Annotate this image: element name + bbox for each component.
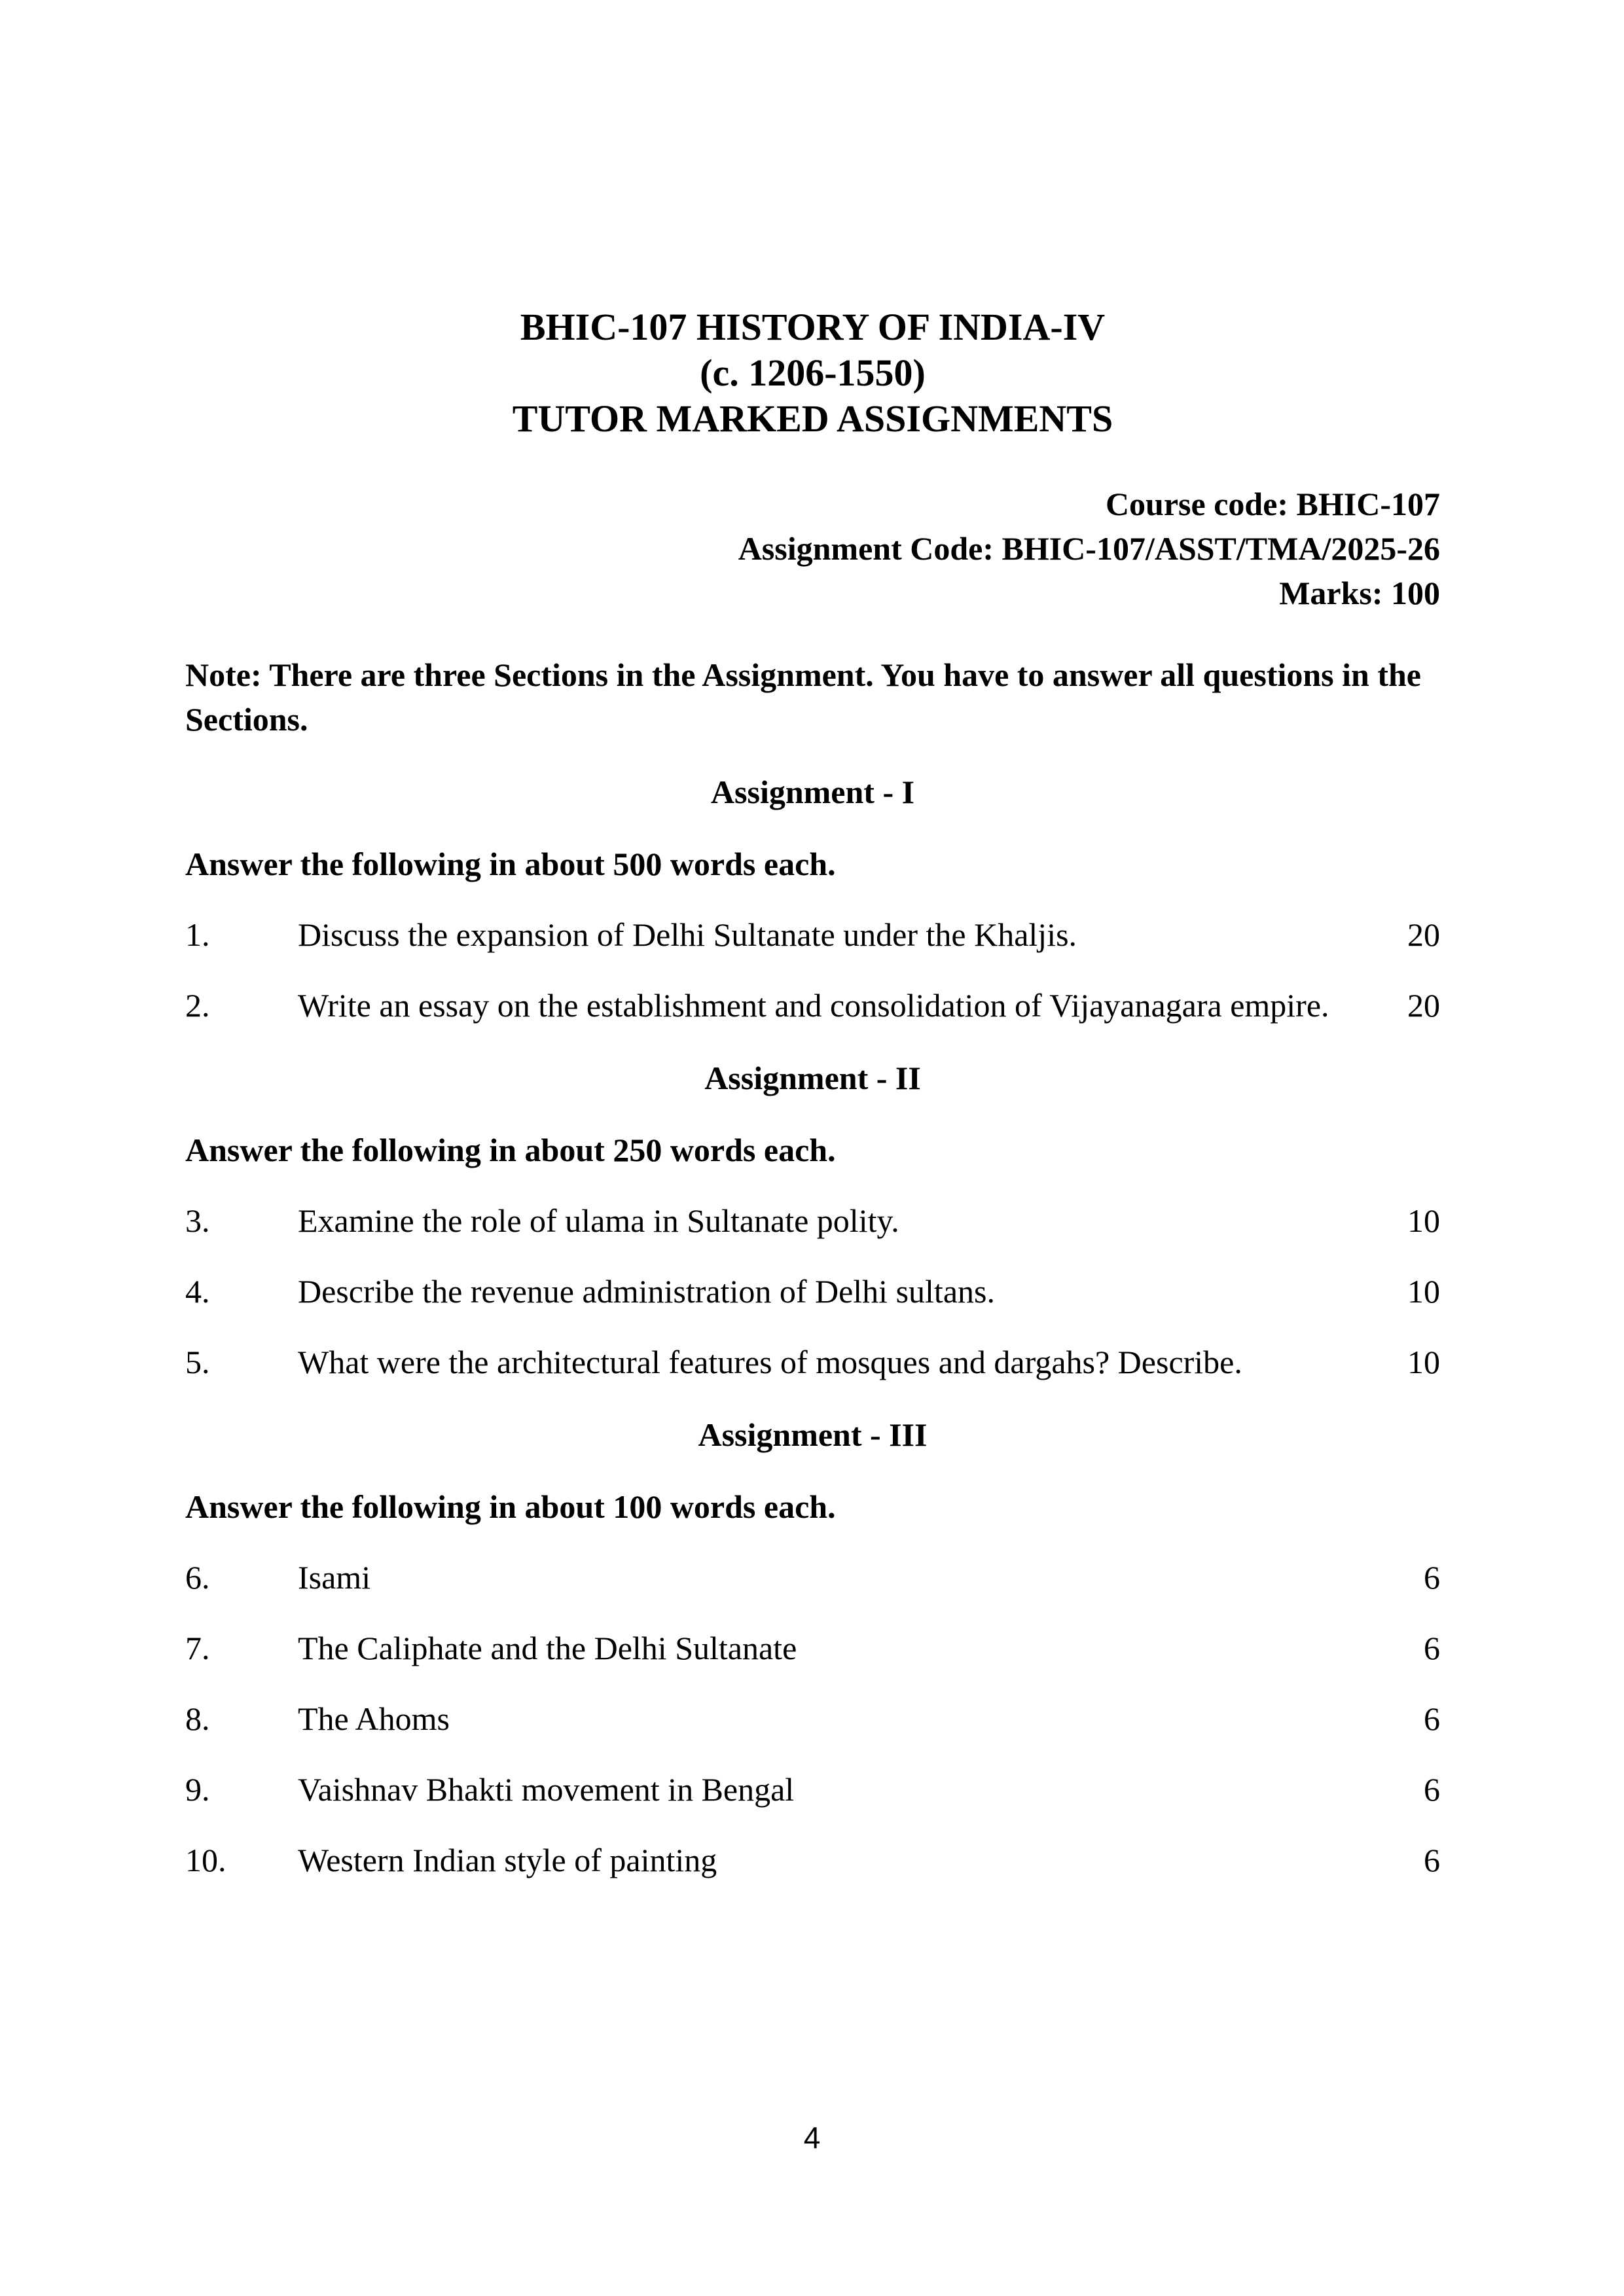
- question-number: 9.: [185, 1771, 210, 1808]
- question-number: 1.: [185, 916, 210, 953]
- title-line-course: BHIC-107 HISTORY OF INDIA-IV: [520, 306, 1106, 348]
- section-1-heading: Assignment - I: [710, 774, 915, 810]
- question-row: [185, 1838, 1440, 1882]
- question-row: [185, 1269, 1440, 1314]
- question-text: The Caliphate and the Delhi Sultanate: [298, 1630, 797, 1666]
- section-2-instruction: Answer the following in about 250 words each.: [185, 1132, 836, 1168]
- question-text: Discuss the expansion of Delhi Sultanate under the Khaljis.: [298, 916, 1077, 953]
- question-row: [185, 1626, 1440, 1670]
- question-row: [185, 1696, 1440, 1741]
- question-number: 10.: [185, 1842, 226, 1878]
- assignment-meta: [185, 482, 1440, 615]
- question-marks: 10: [1407, 1273, 1440, 1310]
- course-code: Course code: BHIC-107: [1105, 486, 1440, 522]
- section-3-heading: Assignment - III: [698, 1416, 928, 1453]
- section-3-instruction: Answer the following in about 100 words each.: [185, 1488, 836, 1525]
- question-text: Isami: [298, 1559, 371, 1596]
- question-row: [185, 983, 1440, 1028]
- section-1-instruction: Answer the following in about 500 words each.: [185, 846, 836, 882]
- page-content: [185, 304, 1440, 1882]
- question-text: Vaishnav Bhakti movement in Bengal: [298, 1771, 795, 1808]
- title-line-period: (c. 1206-1550): [700, 351, 926, 394]
- question-marks: 6: [1424, 1771, 1440, 1808]
- question-row: [185, 1340, 1440, 1384]
- question-marks: 6: [1424, 1630, 1440, 1666]
- section-2-heading: Assignment - II: [704, 1060, 921, 1096]
- question-number: 6.: [185, 1559, 210, 1596]
- question-number: 2.: [185, 987, 210, 1024]
- question-marks: 10: [1407, 1344, 1440, 1380]
- total-marks: Marks: 100: [1279, 575, 1440, 611]
- question-marks: 6: [1424, 1842, 1440, 1878]
- question-number: 7.: [185, 1630, 210, 1666]
- assignment-code: Assignment Code: BHIC-107/ASST/TMA/2025-26: [738, 530, 1440, 567]
- question-marks: 20: [1407, 987, 1440, 1024]
- question-text: Examine the role of ulama in Sultanate polity.: [298, 1202, 899, 1239]
- question-row: [185, 1767, 1440, 1812]
- question-text: What were the architectural features of mosques and dargahs? Describe.: [298, 1344, 1242, 1380]
- question-number: 5.: [185, 1344, 210, 1380]
- page-number: 4: [803, 2121, 821, 2155]
- question-row: [185, 912, 1440, 957]
- note-text: Note: There are three Sections in the Assignment. You have to answer all questions in the Sections.: [185, 656, 1421, 738]
- question-number: 4.: [185, 1273, 210, 1310]
- question-marks: 10: [1407, 1202, 1440, 1239]
- question-text: Write an essay on the establishment and consolidation of Vijayanagara empire.: [298, 987, 1329, 1024]
- question-text: Describe the revenue administration of Delhi sultans.: [298, 1273, 995, 1310]
- document-title: [185, 304, 1440, 442]
- question-text: Western Indian style of painting: [298, 1842, 717, 1878]
- question-marks: 6: [1424, 1700, 1440, 1737]
- title-line-tma: TUTOR MARKED ASSIGNMENTS: [512, 397, 1113, 440]
- question-number: 3.: [185, 1202, 210, 1239]
- question-row: [185, 1555, 1440, 1600]
- question-row: [185, 1198, 1440, 1243]
- question-number: 8.: [185, 1700, 210, 1737]
- question-marks: 6: [1424, 1559, 1440, 1596]
- question-text: The Ahoms: [298, 1700, 450, 1737]
- question-marks: 20: [1407, 916, 1440, 953]
